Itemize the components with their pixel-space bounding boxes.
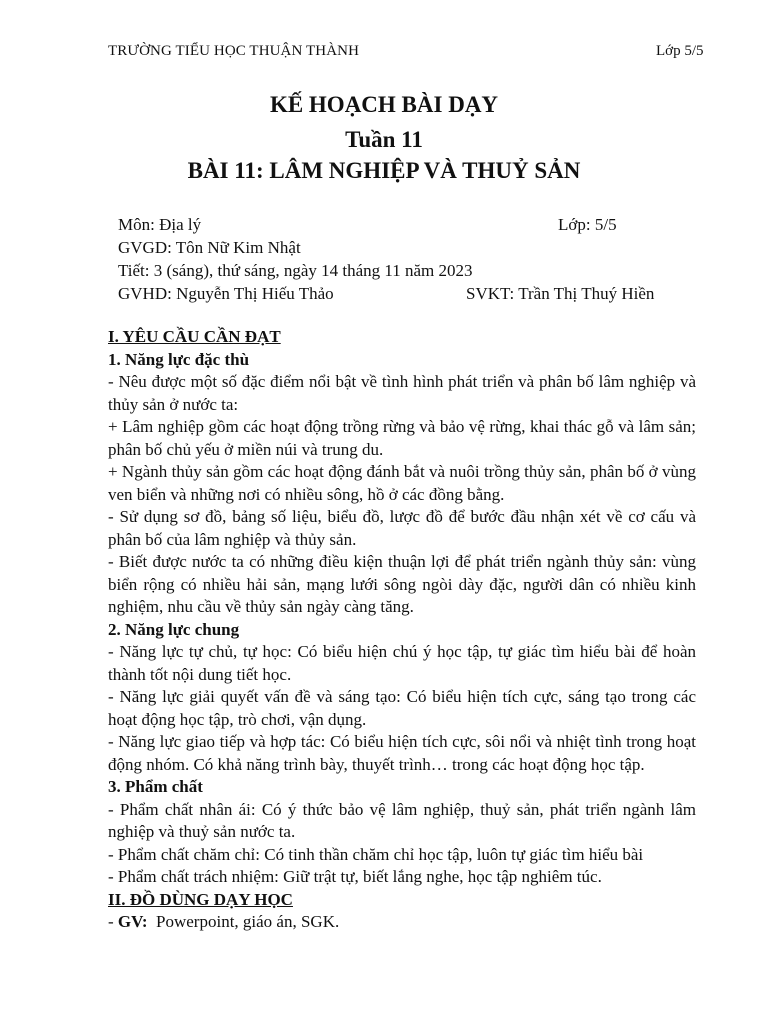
teacher-dash: - <box>108 912 118 931</box>
week-title: Tuần 11 <box>345 127 423 152</box>
paragraph: - Nêu được một số đặc điểm nổi bật về tình hình phát triển và phân bố lâm nghiệp và thủy sản ở nước ta: <box>108 372 696 414</box>
paragraph: + Lâm nghiệp gồm các hoạt động trồng rừng và bảo vệ rừng, khai thác gỗ và lâm sản; phân bố chủ yếu ở miền núi và trung du. <box>108 417 696 459</box>
school-name: TRƯỜNG TIỂU HỌC THUẬN THÀNH <box>108 43 359 59</box>
lesson-content <box>108 326 696 934</box>
teacher-materials-line <box>108 911 696 934</box>
section-heading-requirements: I. YÊU CẦU CẦN ĐẠT <box>108 327 281 346</box>
paragraph: - Năng lực tự chủ, tự học: Có biểu hiện chú ý học tập, tự giác tìm hiểu bài để hoàn thành tốt nội dung tiết học. <box>108 642 696 684</box>
paragraph: - Biết được nước ta có những điều kiện thuận lợi để phát triển ngành thủy sản: vùng biển rộng có nhiều hải sản, mạng lưới sông ngòi dày đặc, người dân có nhiều kinh nghiệm, nhu cầu về thủy sản ngày càng tăng. <box>108 552 696 616</box>
info-teacher: GVGD: Tôn Nữ Kim Nhật <box>118 238 301 257</box>
subheading-general-competence: 2. Năng lực chung <box>108 619 240 639</box>
info-class: Lớp: 5/5 <box>558 215 617 234</box>
paragraph: + Ngành thủy sản gồm các hoạt động đánh bắt và nuôi trồng thủy sản, phân bố ở vùng ven biển và những nơi có nhiều sông, hồ ở các đồng bằng. <box>108 462 696 504</box>
subheading-qualities: 3. Phẩm chất <box>108 777 203 796</box>
lesson-title: BÀI 11: LÂM NGHIỆP VÀ THUỶ SẢN <box>187 158 581 183</box>
paragraph: - Năng lực giải quyết vấn đề và sáng tạo: Có biểu hiện tích cực, sáng tạo trong các hoạt động học tập, trò chơi, vận dụng. <box>108 687 696 729</box>
info-student-teacher: SVKT: Trần Thị Thuý Hiền <box>466 284 655 303</box>
header-class: Lớp 5/5 <box>656 43 704 59</box>
info-supervisor: GVHD: Nguyễn Thị Hiếu Thảo <box>118 284 334 303</box>
subheading-specific-competence: 1. Năng lực đặc thù <box>108 349 250 369</box>
teacher-label: GV: <box>117 912 148 931</box>
info-period: Tiết: 3 (sáng), thứ sáng, ngày 14 tháng 11 năm 2023 <box>118 261 473 280</box>
paragraph: - Sử dụng sơ đồ, bảng số liệu, biểu đồ, lược đồ để bước đầu nhận xét về cơ cấu và phân bố của lâm nghiệp và thủy sản. <box>108 507 696 549</box>
section-heading-materials: II. ĐỒ DÙNG DẠY HỌC <box>108 889 293 909</box>
paragraph: - Phẩm chất trách nhiệm: Giữ trật tự, biết lắng nghe, học tập nghiêm túc. <box>108 867 602 886</box>
teacher-materials: Powerpoint, giáo án, SGK. <box>147 912 340 931</box>
paragraph: - Năng lực giao tiếp và hợp tác: Có biểu hiện tích cực, sôi nổi và nhiệt tình trong hoạt động nhóm. Có khả năng trình bày, thuyết trình… trong các hoạt động học tập. <box>108 732 696 774</box>
doc-title: KẾ HOẠCH BÀI DẠY <box>269 92 499 117</box>
paragraph: - Phẩm chất nhân ái: Có ý thức bảo vệ lâm nghiệp, thuỷ sản, phát triển ngành lâm nghiệp và thuỷ sản nước ta. <box>108 799 696 841</box>
info-subject: Môn: Địa lý <box>118 215 202 234</box>
paragraph: - Phẩm chất chăm chỉ: Có tinh thần chăm chỉ học tập, luôn tự giác tìm hiểu bài <box>108 844 644 864</box>
